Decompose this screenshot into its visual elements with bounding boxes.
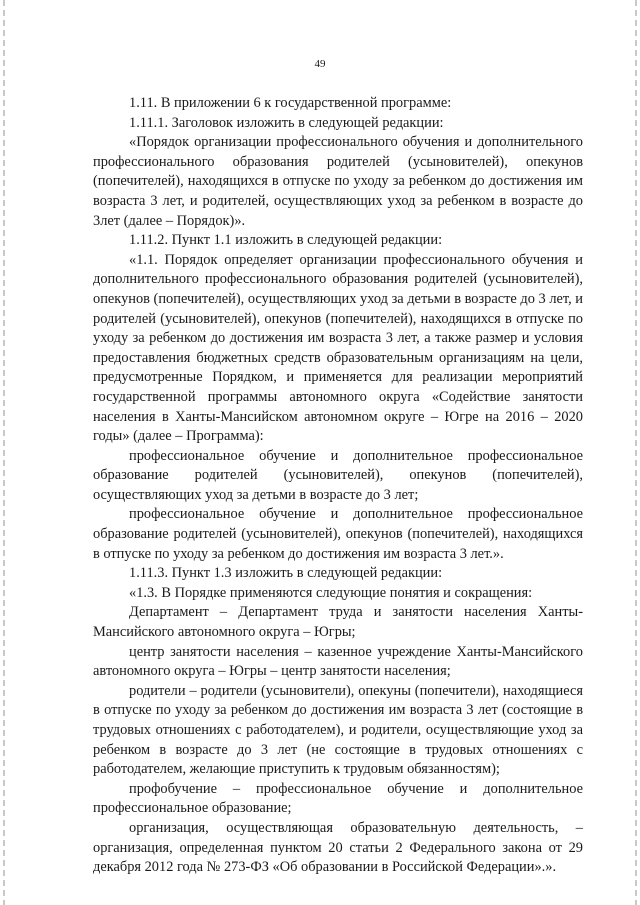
paragraph-list-item-2: профессиональное обучение и дополнительное профессиональное образование родителей (усыновителей), опекунов (попечителей), находящихся в отпуске по уходу за ребенком до достижения им возраста 3 лет.».	[93, 506, 583, 562]
definition-training: профобучение – профессиональное обучение и дополнительное профессиональное образование;	[93, 780, 583, 817]
paragraph-clause-1-3: «1.3. В Порядке применяются следующие понятия и сокращения:	[129, 584, 533, 601]
paragraph-1-11-2: 1.11.2. Пункт 1.1 изложить в следующей редакции:	[129, 232, 443, 249]
page-number: 49	[314, 58, 326, 70]
definition-organization: организация, осуществляющая образовательную деятельность, – организация, определенная пунктом 20 статьи 2 Федерального закона от 29 декабря 2012 года № 273-ФЗ «Об образовании в Российской Федерации».».	[93, 819, 583, 876]
scan-left-edge	[3, 0, 5, 905]
paragraph-1-11-1: 1.11.1. Заголовок изложить в следующей редакции:	[129, 114, 444, 131]
paragraph-1-11-3: 1.11.3. Пункт 1.3 изложить в следующей редакции:	[129, 565, 443, 582]
definition-department: Департамент – Департамент труда и занятости населения Ханты-Мансийского автономного округа – Югры;	[93, 604, 583, 641]
document-body	[93, 94, 583, 878]
paragraph-clause-1-1: «1.1. Порядок определяет организации профессионального обучения и дополнительного профессионального образования родителей (усыновителей), опекунов (попечителей), осуществляющих уход за детьми в возрасте до 3 лет, и родителей (усыновителей), опекунов (попечителей), находящихся в отпуске по уходу за ребенком до достижения им возраста 3 лет, а также размер и условия предоставления бюджетных средств образовательным организациям на цели, предусмотренные Порядком, и применяется для реализации мероприятий государственной программы автономного округа «Содействие занятости населения в Ханты-Мансийском автономном округе – Югре на 2016 – 2020 годы» (далее – Программа):	[93, 251, 583, 445]
definition-employment-center: центр занятости населения – казенное учреждение Ханты-Мансийского автономного округа – Югры – центр занятости населения;	[93, 643, 583, 680]
paragraph-order-title: «Порядок организации профессионального обучения и дополнительного профессионального образования родителей (усыновителей), опекунов (попечителей), находящихся в отпуске по уходу за ребенком до достижения им возраста 3 лет, и родителей, осуществляющих уход за ребенком в возрасте до 3лет (далее – Порядок)».	[93, 134, 583, 229]
scan-right-edge	[635, 0, 637, 905]
paragraph-list-item-1: профессиональное обучение и дополнительное профессиональное образование родителей (усыновителей), опекунов (попечителей), осуществляющих уход за детьми в возрасте до 3 лет;	[93, 447, 583, 503]
definition-parents: родители – родители (усыновители), опекуны (попечители), находящиеся в отпуске по уходу за ребенком до достижения им возраста 3 лет (состоящие в трудовых отношениях с работодателем), и родители, осуществляющие уход за ребенком в возрасте до 3 лет (не состоящие в трудовых отношениях с работодателем, желающие приступить к трудовым обязанностям);	[93, 682, 583, 778]
paragraph-1-11: 1.11. В приложении 6 к государственной программе:	[129, 95, 452, 111]
